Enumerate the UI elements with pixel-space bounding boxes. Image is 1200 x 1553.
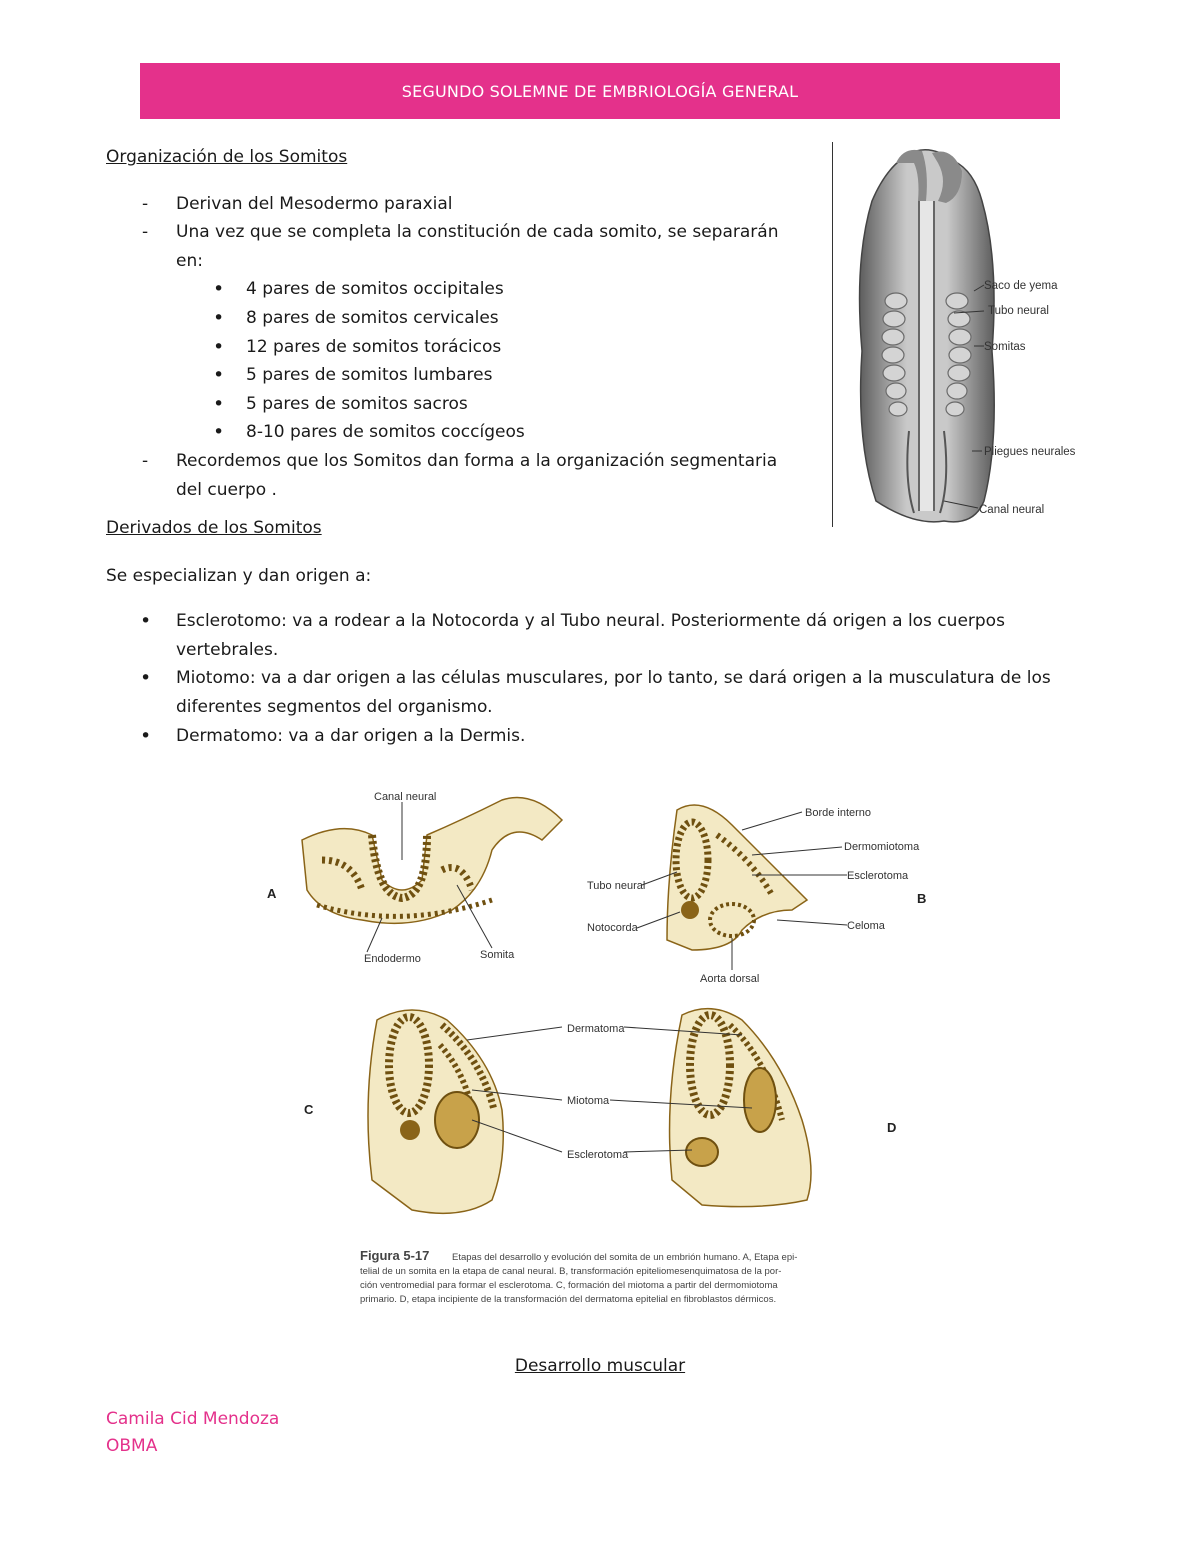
label-notocorda: Notocorda bbox=[587, 922, 638, 934]
list-item: • 5 pares de somitos sacros bbox=[176, 390, 806, 419]
section-heading-derivados: Derivados de los Somitos bbox=[106, 518, 322, 538]
somite-pairs-list bbox=[176, 275, 806, 447]
list-item: • 4 pares de somitos occipitales bbox=[176, 275, 806, 304]
panel-b bbox=[637, 805, 847, 970]
label-celoma: Celoma bbox=[847, 920, 885, 932]
embryo-label-somitas: Somitas bbox=[984, 341, 1026, 353]
list-item: • 8-10 pares de somitos coccígeos bbox=[176, 418, 806, 447]
panel-letter-d: D bbox=[887, 1120, 897, 1135]
derivados-list bbox=[106, 607, 1086, 750]
list-item bbox=[106, 218, 806, 447]
label-tubo-neural-b: Tubo neural bbox=[587, 880, 646, 892]
list-item: - Derivan del Mesodermo paraxial bbox=[106, 190, 806, 219]
caption-line: primario. D, etapa incipiente de la transformación del dermatoma epitelial en fibroblastos dérmicos. bbox=[360, 1294, 777, 1305]
list-item: • 12 pares de somitos torácicos bbox=[176, 333, 806, 362]
figure-divider bbox=[832, 142, 833, 527]
organizacion-list bbox=[106, 190, 806, 505]
label-esclerotoma-b: Esclerotoma bbox=[847, 870, 909, 882]
embryo-label-canal-neural: Canal neural bbox=[979, 504, 1045, 516]
label-endodermo: Endodermo bbox=[364, 953, 421, 965]
label-borde-interno: Borde interno bbox=[805, 807, 872, 819]
header-bar bbox=[140, 63, 1060, 119]
list-item: • Dermatomo: va a dar origen a la Dermis. bbox=[106, 722, 1086, 751]
label-aorta-dorsal: Aorta dorsal bbox=[700, 973, 760, 985]
label-dermatoma: Dermatoma bbox=[567, 1023, 625, 1035]
label-dermomiotoma: Dermomiotoma bbox=[844, 841, 920, 853]
list-item: • 8 pares de somitos cervicales bbox=[176, 304, 806, 333]
caption-line: telial de un somita en la etapa de canal neural. B, transformación epiteliomesenquimatosa de la por- bbox=[360, 1266, 782, 1277]
embryo-dorsal-figure bbox=[834, 141, 1094, 529]
list-item: - Recordemos que los Somitos dan forma a la organización segmentaria del cuerpo . bbox=[106, 447, 806, 504]
embryo-label-saco-de-yema: Saco de yema bbox=[984, 280, 1058, 292]
section-organizacion bbox=[106, 143, 806, 504]
list-item-text: Una vez que se completa la constitución de cada somito, se separarán en: bbox=[176, 222, 779, 271]
footer bbox=[106, 1406, 279, 1460]
author-name: Camila Cid Mendoza bbox=[106, 1409, 280, 1429]
caption-title: Figura 5-17 bbox=[360, 1248, 430, 1263]
section-heading-organizacion: Organización de los Somitos bbox=[106, 147, 348, 167]
label-canal-neural: Canal neural bbox=[374, 791, 437, 803]
label-somita: Somita bbox=[480, 949, 515, 961]
caption-line: ción ventromedial para formar el esclerotoma. C, formación del miotoma a partir del dermomiotoma bbox=[360, 1280, 778, 1291]
panel-a bbox=[302, 798, 562, 953]
panel-letter-a: A bbox=[267, 886, 277, 901]
embryo-label-pliegues-neurales: Pliegues neurales bbox=[984, 446, 1076, 458]
panel-letter-c: C bbox=[304, 1102, 314, 1117]
panel-d bbox=[610, 1009, 811, 1207]
panel-c bbox=[368, 1010, 562, 1213]
section-derivados bbox=[106, 514, 1086, 750]
panel-letter-b: B bbox=[917, 891, 927, 906]
list-item: • 5 pares de somitos lumbares bbox=[176, 361, 806, 390]
caption-line: Etapas del desarrollo y evolución del somita de un embrión humano. A, Etapa epi- bbox=[452, 1252, 798, 1263]
section-heading-desarrollo-muscular: Desarrollo muscular bbox=[514, 1356, 686, 1376]
somite-development-figure bbox=[262, 780, 932, 1320]
list-item: • Miotomo: va a dar origen a las células musculares, por lo tanto, se dará origen a la musculatura de los diferentes segmentos del organismo. bbox=[106, 664, 1086, 721]
header-title: SEGUNDO SOLEMNE DE EMBRIOLOGÍA GENERAL bbox=[401, 81, 799, 101]
label-miotoma: Miotoma bbox=[567, 1095, 610, 1107]
derivados-intro: Se especializan y dan origen a: bbox=[106, 565, 372, 586]
embryo-label-tubo-neural: Tubo neural bbox=[988, 305, 1049, 317]
author-org: OBMA bbox=[106, 1436, 158, 1456]
list-item: • Esclerotomo: va a rodear a la Notocorda y al Tubo neural. Posteriormente dá origen a los cuerpos vertebrales. bbox=[106, 607, 1086, 664]
label-esclerotoma-cd: Esclerotoma bbox=[567, 1149, 629, 1161]
